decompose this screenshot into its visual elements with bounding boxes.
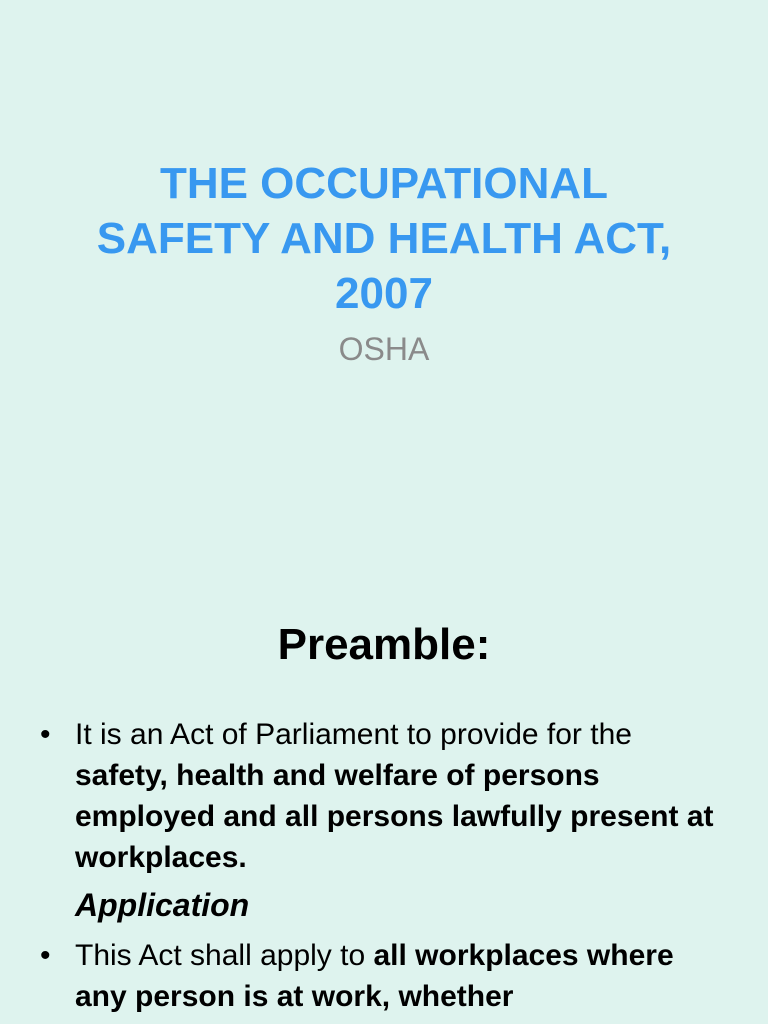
slide-subtitle: OSHA (338, 331, 430, 367)
slide-title (40, 156, 728, 321)
title-line-1: THE OCCUPATIONAL (159, 159, 609, 208)
bullet-marker: • (40, 939, 51, 972)
bullet-text-bold: all workplaces where any person is at work, whether (75, 939, 674, 1013)
bullet-item-application (40, 935, 730, 1017)
bullet-marker: • (40, 718, 51, 751)
title-line-2: SAFETY AND HEALTH ACT, (96, 214, 672, 263)
bullet-text-plain: It is an Act of Parliament to provide for the (75, 718, 632, 751)
bullet-text (75, 935, 730, 1017)
section-heading: Preamble: (277, 620, 491, 669)
bullet-text-plain: This Act shall apply to (75, 939, 374, 972)
bullet-item-preamble (40, 714, 730, 878)
title-line-3: 2007 (335, 269, 433, 318)
application-heading: Application (75, 887, 250, 923)
bullet-text-bold: safety, health and welfare of persons employed and all persons lawfully present at workplaces. (75, 759, 714, 874)
bullet-text (75, 714, 730, 878)
